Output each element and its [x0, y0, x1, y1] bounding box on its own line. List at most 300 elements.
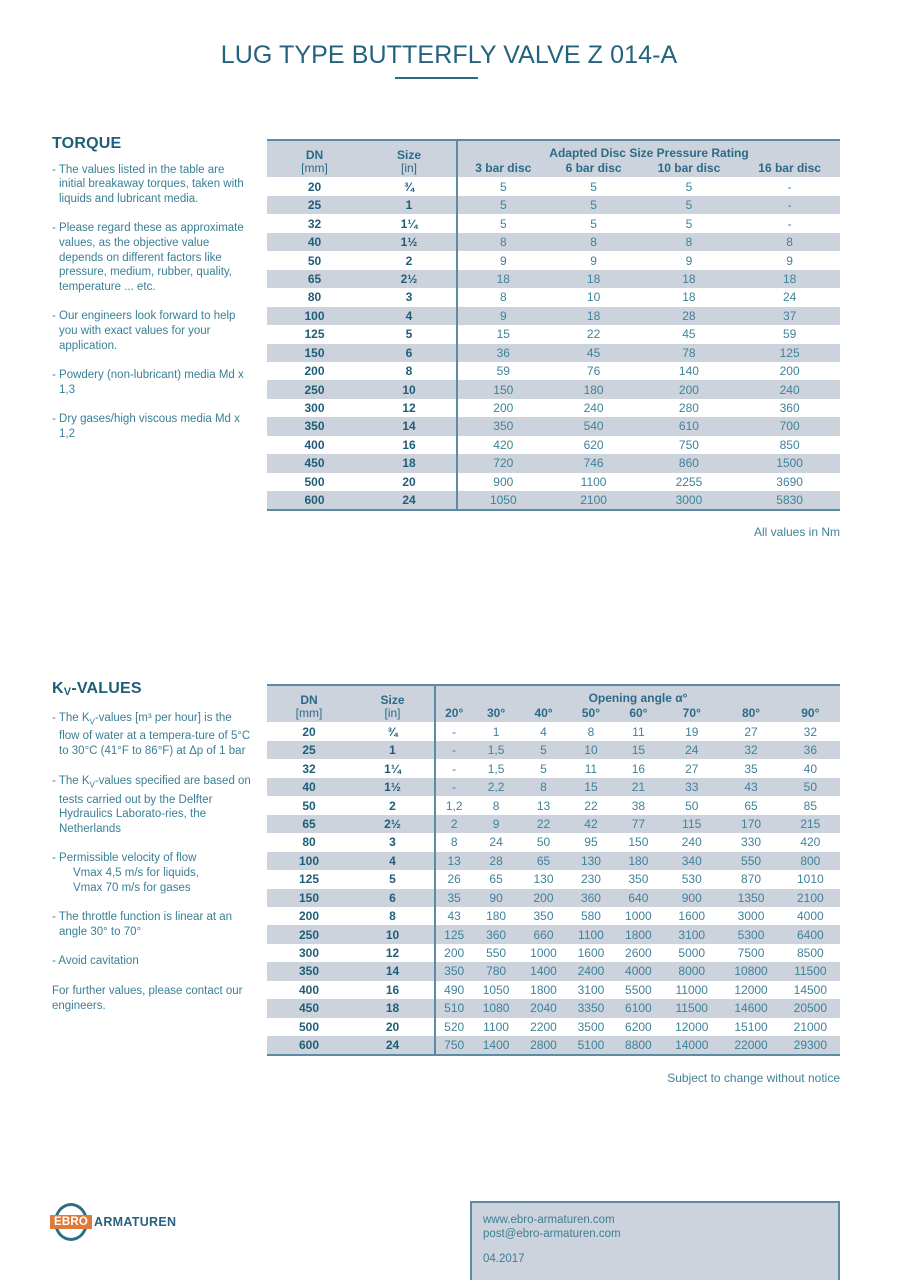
value-cell: 780 [472, 962, 519, 980]
value-cell: 8 [450, 835, 458, 850]
table-row [267, 815, 840, 833]
value-cell: 660 [520, 925, 567, 943]
value-cell: 35 [435, 889, 472, 907]
torque-heading: TORQUE [52, 135, 122, 152]
value-cell: 5 [685, 180, 693, 194]
dn-cell: 300 [298, 946, 320, 961]
value-cell: 2100 [549, 491, 639, 510]
value-cell: 18 [549, 307, 639, 325]
value-cell: 3100 [577, 982, 605, 997]
value-cell: 22 [586, 327, 601, 342]
value-cell: 22000 [721, 1036, 780, 1055]
value-cell: 40 [803, 761, 818, 776]
value-cell: 3000 [639, 491, 740, 510]
kv-velocity-note: - Permissible velocity of flow Vmax 4,5 m/s for liquids, Vmax 70 m/s for gases [52, 852, 199, 894]
value-cell: 5500 [625, 982, 652, 997]
value-cell: 200 [444, 946, 465, 961]
size-cell: 1¼ [351, 759, 435, 777]
value-cell: 900 [662, 889, 721, 907]
value-cell: 870 [741, 872, 762, 887]
value-cell: 200 [639, 380, 740, 398]
value-cell: 6400 [781, 925, 840, 943]
value-cell: 2,2 [472, 778, 519, 796]
column-header: 80° [721, 707, 780, 723]
dn-cell: 40 [267, 778, 351, 796]
table-row [267, 925, 840, 943]
column-header: 90° [781, 707, 840, 723]
value-cell: 3100 [662, 925, 721, 943]
value-cell: 10 [567, 741, 614, 759]
value-cell: 8 [499, 290, 507, 305]
value-cell: 9 [457, 307, 549, 325]
value-cell: 200 [520, 889, 567, 907]
size-cell: 10 [351, 925, 435, 943]
size-header: Size [in] [351, 685, 435, 723]
value-cell: 3690 [776, 474, 803, 489]
value-cell: 28 [639, 307, 740, 325]
torque-note: - Dry gases/high viscous media Md x 1,2 [52, 413, 240, 440]
value-cell: 700 [739, 417, 840, 435]
size-cell: 4 [362, 307, 457, 325]
table-row [267, 1018, 840, 1036]
value-cell: 115 [662, 815, 721, 833]
value-cell: 2100 [781, 889, 840, 907]
table-row [267, 723, 840, 742]
size-cell: 18 [351, 999, 435, 1017]
value-cell: 65 [489, 872, 503, 887]
value-cell: 33 [662, 778, 721, 796]
value-cell: 19 [685, 725, 699, 739]
value-cell: 8 [520, 778, 567, 796]
value-cell: 8 [549, 233, 639, 251]
table-row [267, 889, 840, 907]
kv-note: - The $K_V$-values [m³ per hour] is the flow of water at a tempera-ture of 5°C to 30°C (41°F to 86°F) at Δp of 1 bar [52, 711, 251, 758]
dn-header: DN [mm] [267, 140, 362, 178]
value-cell: 5 [499, 216, 507, 231]
kv-footnote: Subject to change without notice [667, 1071, 840, 1085]
column-header: 50° [567, 707, 614, 723]
value-cell: 24 [782, 290, 797, 305]
value-cell: 15100 [734, 1019, 768, 1034]
value-cell: 200 [779, 364, 800, 379]
column-header: 6 bar disc [549, 162, 639, 178]
value-cell: 360 [472, 925, 519, 943]
value-cell: 1100 [567, 925, 614, 943]
table-row [267, 251, 840, 269]
value-cell: 50 [685, 798, 699, 813]
value-cell: 280 [678, 401, 699, 416]
dn-cell: 500 [304, 474, 325, 489]
value-cell: 540 [549, 417, 639, 435]
value-cell: 620 [583, 437, 604, 452]
value-cell: 11500 [781, 962, 840, 980]
value-cell: 1,2 [445, 798, 463, 813]
value-cell: 2800 [520, 1036, 567, 1055]
value-cell: 14600 [721, 999, 780, 1017]
torque-table [267, 139, 840, 511]
table-row [267, 796, 840, 814]
dn-cell: 65 [267, 815, 351, 833]
size-cell: ¾ [351, 723, 435, 742]
value-cell: 150 [457, 380, 549, 398]
size-cell: 1½ [362, 233, 457, 251]
dn-cell: 40 [267, 233, 362, 251]
size-cell: 16 [351, 981, 435, 999]
value-cell: 27 [744, 725, 758, 739]
logo-ebro-text: EBRO [50, 1215, 92, 1229]
value-cell: 750 [435, 1036, 472, 1055]
table-row [267, 380, 840, 398]
table-row [267, 962, 840, 980]
dn-cell: 50 [302, 798, 316, 813]
dn-cell: 125 [298, 872, 320, 887]
size-cell: ¾ [362, 178, 457, 197]
dn-cell: 150 [267, 344, 362, 362]
size-cell: 6 [351, 889, 435, 907]
table-row [267, 981, 840, 999]
table-row [267, 759, 840, 777]
value-cell: 38 [631, 798, 646, 813]
value-cell: 860 [639, 454, 740, 472]
value-cell: 640 [615, 889, 662, 907]
value-cell: 36 [781, 741, 840, 759]
dn-cell: 600 [267, 491, 362, 510]
value-cell: 215 [781, 815, 840, 833]
dn-cell: 300 [304, 401, 325, 416]
value-cell: 32 [721, 741, 780, 759]
value-cell: 11000 [675, 982, 708, 997]
value-cell: - [787, 216, 792, 231]
value-cell: 330 [741, 835, 762, 850]
value-cell: 125 [739, 344, 840, 362]
size-header: Size [in] [362, 140, 457, 178]
table-row [267, 999, 840, 1017]
table-row [267, 325, 840, 343]
value-cell: 9 [499, 253, 507, 268]
value-cell: 230 [580, 872, 601, 887]
value-cell: 50 [536, 835, 551, 850]
value-cell: 340 [662, 852, 721, 870]
value-cell: 1500 [739, 454, 840, 472]
size-cell: 4 [351, 852, 435, 870]
value-cell: 360 [779, 401, 800, 416]
value-cell: 18 [739, 270, 840, 288]
value-cell: 4000 [796, 909, 824, 924]
value-cell: 180 [486, 909, 507, 924]
value-cell: 9 [590, 253, 597, 268]
dn-cell: 100 [267, 307, 362, 325]
table-row [267, 436, 840, 454]
size-cell: 1 [362, 196, 457, 214]
table-row [267, 196, 840, 214]
value-cell: 530 [681, 872, 702, 887]
value-cell: 2040 [520, 999, 567, 1017]
kv-note: - The $K_V$-values specified are based on tests carried out by the Delfter Hydraulics Laborato-ries, the Netherlands [52, 774, 251, 835]
value-cell: 150 [628, 835, 649, 850]
dn-cell: 65 [267, 270, 362, 288]
value-cell: 5 [590, 180, 597, 194]
value-cell: 130 [567, 852, 614, 870]
dn-cell: 350 [267, 962, 351, 980]
value-cell: 10800 [721, 962, 780, 980]
value-cell: 5 [499, 180, 507, 194]
value-cell: 8800 [615, 1036, 662, 1055]
value-cell: 16 [631, 761, 646, 776]
value-cell: 1400 [520, 962, 567, 980]
value-cell: 13 [536, 798, 551, 813]
dn-cell: 20 [302, 725, 316, 739]
value-cell: 5 [639, 196, 740, 214]
value-cell: 77 [615, 815, 662, 833]
pressure-rating-header: Adapted Disc Size Pressure Rating [457, 140, 840, 162]
value-cell: 610 [639, 417, 740, 435]
value-cell: 350 [628, 872, 649, 887]
value-cell: 5 [549, 196, 639, 214]
value-cell: 65 [744, 798, 758, 813]
value-cell: 42 [567, 815, 614, 833]
value-cell: 22 [520, 815, 567, 833]
value-cell: 800 [781, 852, 840, 870]
value-cell: 4 [540, 725, 547, 739]
dn-cell: 600 [267, 1036, 351, 1055]
value-cell: 170 [721, 815, 780, 833]
torque-footnote: All values in Nm [753, 525, 840, 539]
value-cell: 2255 [675, 474, 703, 489]
column-header: 60° [615, 707, 662, 723]
size-cell: 24 [351, 1036, 435, 1055]
dn-cell: 450 [267, 999, 351, 1017]
value-cell: 1050 [482, 982, 510, 997]
value-cell: 200 [493, 401, 514, 416]
value-cell: 240 [583, 401, 604, 416]
torque-note: - Our engineers look forward to help you with exact values for your application. [52, 310, 236, 352]
value-cell: 1400 [472, 1036, 519, 1055]
table-row [267, 454, 840, 472]
size-cell: 16 [362, 436, 457, 454]
value-cell: 720 [457, 454, 549, 472]
size-cell: 14 [362, 417, 457, 435]
dn-cell: 20 [307, 180, 322, 194]
value-cell: 28 [472, 852, 519, 870]
column-header: 70° [662, 707, 721, 723]
value-cell: 21 [615, 778, 662, 796]
value-cell: 125 [435, 925, 472, 943]
value-cell: 490 [444, 982, 465, 997]
value-cell: 11 [584, 761, 598, 776]
size-cell: 14 [351, 962, 435, 980]
table-row [267, 214, 840, 232]
value-cell: 5 [590, 216, 597, 231]
value-cell: 1100 [483, 1019, 509, 1034]
size-cell: 2 [362, 251, 457, 269]
value-cell: 95 [584, 835, 598, 850]
value-cell: 59 [782, 327, 797, 342]
table-row [267, 870, 840, 888]
value-cell: 2 [435, 815, 472, 833]
value-cell: 8 [739, 233, 840, 251]
value-cell: 45 [682, 327, 696, 342]
value-cell: 2600 [625, 946, 652, 961]
size-cell: 2 [351, 796, 435, 814]
value-cell: 580 [580, 909, 601, 924]
value-cell: 3350 [567, 999, 614, 1017]
contact-box [470, 1201, 840, 1280]
dn-cell: 400 [304, 437, 325, 452]
value-cell: 130 [533, 872, 554, 887]
size-cell: 6 [362, 344, 457, 362]
dn-cell: 25 [267, 196, 362, 214]
table-row [267, 233, 840, 251]
value-cell: 240 [739, 380, 840, 398]
value-cell: 85 [803, 798, 818, 813]
value-cell: 8500 [796, 946, 824, 961]
size-cell: 5 [351, 870, 435, 888]
value-cell: 15 [496, 327, 510, 342]
size-cell: 24 [362, 491, 457, 510]
size-cell: 1 [351, 741, 435, 759]
document-date: 04.2017 [483, 1253, 525, 1265]
value-cell: 18 [457, 270, 549, 288]
value-cell: 240 [681, 835, 702, 850]
table-row [267, 944, 840, 962]
value-cell: 5100 [567, 1036, 614, 1055]
value-cell: 20500 [781, 999, 840, 1017]
value-cell: 15 [615, 741, 662, 759]
dn-cell: 350 [267, 417, 362, 435]
value-cell: 1010 [796, 872, 824, 887]
kv-notes [52, 682, 252, 1028]
dn-cell: 32 [307, 216, 322, 231]
size-cell: 3 [351, 833, 435, 851]
table-row [267, 288, 840, 306]
value-cell: 37 [739, 307, 840, 325]
value-cell: 22 [584, 798, 598, 813]
value-cell: 11 [632, 725, 645, 739]
value-cell: 1050 [457, 491, 549, 510]
value-cell: 746 [549, 454, 639, 472]
value-cell: 1 [492, 725, 500, 739]
logo-armaturen-text: ARMATUREN [94, 1215, 177, 1229]
table-row [267, 399, 840, 417]
value-cell: 13 [435, 852, 472, 870]
value-cell: 5 [685, 216, 693, 231]
dn-cell: 250 [267, 380, 362, 398]
torque-note: - Powdery (non-lubricant) media Md x 1,3 [52, 369, 244, 396]
value-cell: 90 [472, 889, 519, 907]
value-cell: 21000 [793, 1019, 828, 1034]
value-cell: 1000 [530, 946, 557, 961]
dn-cell: 125 [304, 327, 325, 342]
size-cell: 2½ [351, 815, 435, 833]
value-cell: 420 [800, 835, 821, 850]
table-row [267, 491, 840, 510]
column-header: 3 bar disc [457, 162, 549, 178]
value-cell: 6200 [625, 1019, 652, 1034]
dn-cell: 25 [267, 741, 351, 759]
value-cell: 9 [472, 815, 519, 833]
value-cell: 9 [786, 253, 793, 268]
value-cell: 24 [662, 741, 721, 759]
value-cell: 520 [444, 1019, 465, 1034]
value-cell: 43 [447, 909, 461, 924]
value-cell: - [435, 741, 472, 759]
value-cell: 5 [520, 741, 567, 759]
value-cell: 7500 [737, 946, 765, 961]
size-cell: 18 [362, 454, 457, 472]
size-cell: 1½ [351, 778, 435, 796]
column-header: 20° [435, 707, 472, 723]
value-cell: 59 [496, 364, 510, 379]
value-cell: 29300 [781, 1036, 840, 1055]
value-cell: 50 [781, 778, 840, 796]
value-cell: 1080 [472, 999, 519, 1017]
value-cell: 26 [447, 872, 461, 887]
dn-cell: 32 [302, 761, 316, 776]
size-cell: 2½ [362, 270, 457, 288]
column-header: 30° [472, 707, 519, 723]
torque-notes [52, 137, 252, 457]
value-cell: 4000 [615, 962, 662, 980]
value-cell: 5 [540, 761, 547, 776]
value-cell: 5830 [739, 491, 840, 510]
value-cell: 350 [435, 962, 472, 980]
value-cell: 550 [486, 946, 507, 961]
column-header: 10 bar disc [639, 162, 740, 178]
kv-heading: $K_V$-VALUES [52, 680, 142, 698]
value-cell: 2400 [567, 962, 614, 980]
value-cell: 36 [457, 344, 549, 362]
value-cell: 850 [779, 437, 800, 452]
kv-contact-note: For further values, please contact our engineers. [52, 984, 243, 1012]
title-underline [395, 77, 478, 79]
value-cell: 43 [721, 778, 780, 796]
value-cell: - [739, 196, 840, 214]
value-cell: 32 [803, 725, 818, 739]
value-cell: 14500 [793, 982, 828, 997]
value-cell: 2200 [530, 1019, 557, 1034]
value-cell: 8 [457, 233, 549, 251]
table-row [267, 907, 840, 925]
value-cell: 180 [615, 852, 662, 870]
value-cell: 35 [744, 761, 758, 776]
table-row [267, 1036, 840, 1055]
table-row [267, 417, 840, 435]
website-link[interactable]: www.ebro-armaturen.com [483, 1214, 615, 1226]
value-cell: 6100 [615, 999, 662, 1017]
value-cell: 900 [493, 474, 514, 489]
email-link[interactable]: post@ebro-armaturen.com [483, 1228, 621, 1240]
kv-cavitation-note: - Avoid cavitation [52, 955, 139, 968]
table-row [267, 778, 840, 796]
value-cell: 8000 [662, 962, 721, 980]
value-cell: 9 [685, 253, 693, 268]
size-cell: 1¼ [362, 214, 457, 232]
value-cell: 78 [639, 344, 740, 362]
table-row [267, 270, 840, 288]
value-cell: 3500 [577, 1019, 605, 1034]
size-cell: 3 [362, 288, 457, 306]
value-cell: 1800 [615, 925, 662, 943]
value-cell: - [452, 761, 457, 776]
value-cell: 350 [457, 417, 549, 435]
table-row [267, 833, 840, 851]
value-cell: 10 [586, 290, 601, 305]
value-cell: 12000 [675, 1019, 709, 1034]
value-cell: 1600 [678, 909, 706, 924]
value-cell: 5000 [678, 946, 706, 961]
value-cell: 1,5 [472, 741, 519, 759]
value-cell: 5300 [721, 925, 780, 943]
